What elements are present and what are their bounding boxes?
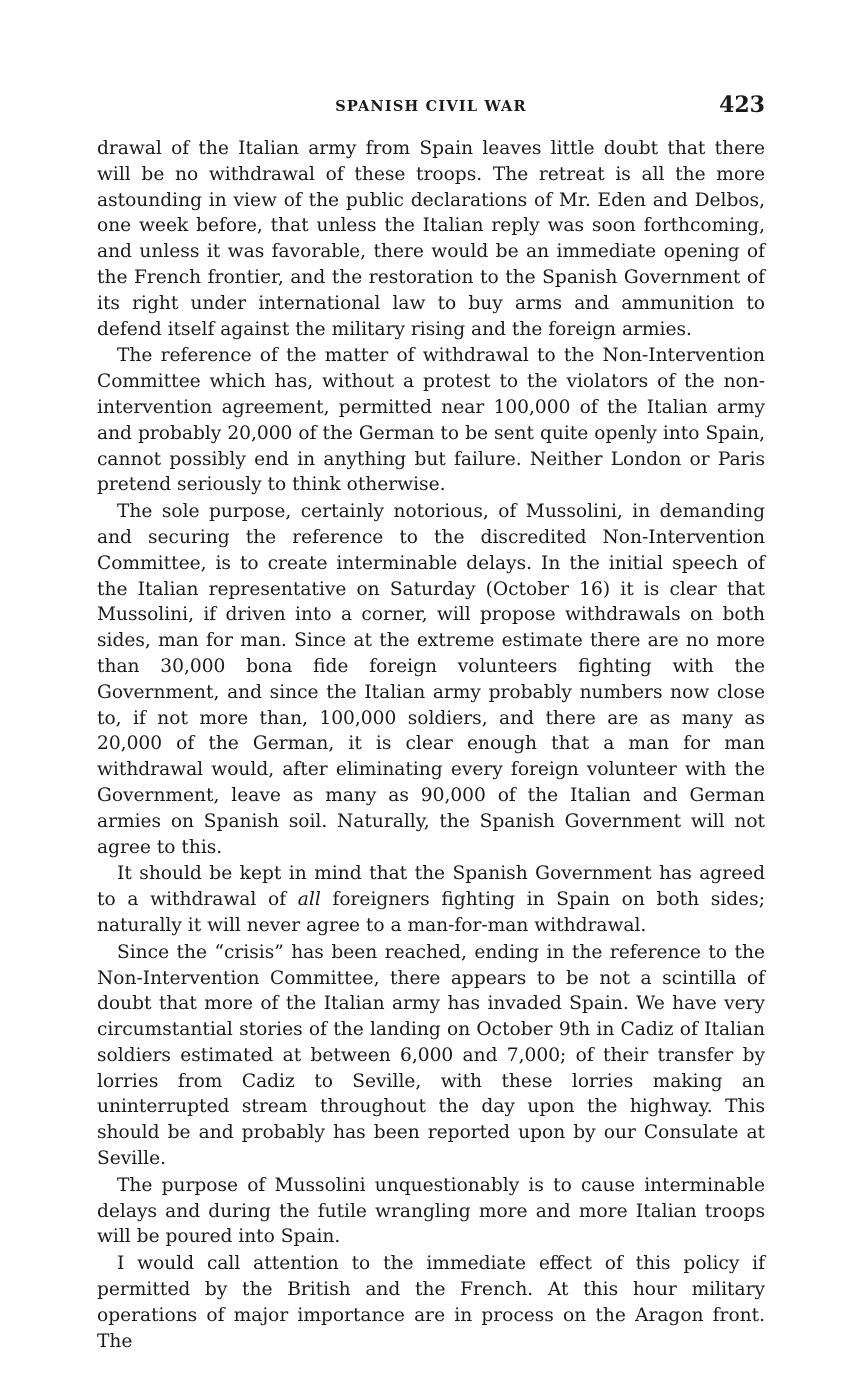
running-head (97, 92, 765, 128)
paragraph-5: Since the “crisis” has been reached, ending in the reference to the Non-Intervention Committee, there appears to be not a scintilla of doubt that more of the Italian army has invaded Spain. We have very circumstantial stories of the landing on October 9th in Cadiz of Italian soldiers estimated at between 6,000 and 7,000; of their transfer by lorries from Cadiz to Seville, with these lorries making an uninterrupted stream throughout the day upon the highway. This should be and probably has been reported upon by our Consulate at Seville. (97, 941, 765, 1170)
page-number: 423 (719, 92, 765, 118)
paragraph-6: The purpose of Mussolini unquestionably is to cause interminable delays and during the futile wrangling more and more Italian troops will be poured into Spain. (97, 1174, 765, 1248)
paragraph-4 (97, 861, 765, 938)
paragraph-7: I would call attention to the immediate effect of this policy if permitted by the British and the French. At this hour military operations of major importance are in process on the Aragon front. The (97, 1253, 765, 1352)
book-page (97, 92, 765, 1354)
body-text (97, 136, 765, 1354)
paragraph-4-emphasis: all (297, 889, 321, 911)
paragraph-1: drawal of the Italian army from Spain leaves little doubt that there will be no withdrawal of these troops. The retreat is all the more astounding in view of the public declarations of Mr. Eden and Delbos, one week before, that unless the Italian reply was soon forthcoming, and unless it was favorable, there would be an immediate opening of the French frontier, and the restoration to the Spanish Government of its right under international law to buy arms and ammunition to defend itself against the military rising and the foreign armies. (97, 138, 765, 340)
paragraph-4-before: It should be kept in mind that the Spanish Government has agreed to a withdrawal of (97, 863, 765, 911)
paragraph-4-after: foreigners fighting in Spain on both sides; naturally it will never agree to a man-for-man withdrawal. (97, 889, 765, 936)
paragraph-3: The sole purpose, certainly notorious, of Mussolini, in demanding and securing the reference to the discredited Non-Intervention Committee, is to create interminable delays. In the initial speech of the Italian representative on Saturday (October 16) it is clear that Mussolini, if driven into a corner, will propose withdrawals on both sides, man for man. Since at the extreme estimate there are no more than 30,000 bona fide foreign volunteers fighting with the Government, and since the Italian army probably numbers now close to, if not more than, 100,000 soldiers, and there are as many as 20,000 of the German, it is clear enough that a man for man withdrawal would, after eliminating every foreign volunteer with the Government, leave as many as 90,000 of the Italian and German armies on Spanish soil. Naturally, the Spanish Government will not agree to this. (97, 501, 765, 858)
paragraph-2: The reference of the matter of withdrawal to the Non-Intervention Committee which has, without a protest to the violators of the non-intervention agreement, permitted near 100,000 of the Italian army and probably 20,000 of the German to be sent quite openly into Spain, cannot possibly end in anything but failure. Neither London or Paris pretend seriously to think otherwise. (97, 345, 765, 496)
running-title: SPANISH CIVIL WAR (335, 98, 527, 115)
